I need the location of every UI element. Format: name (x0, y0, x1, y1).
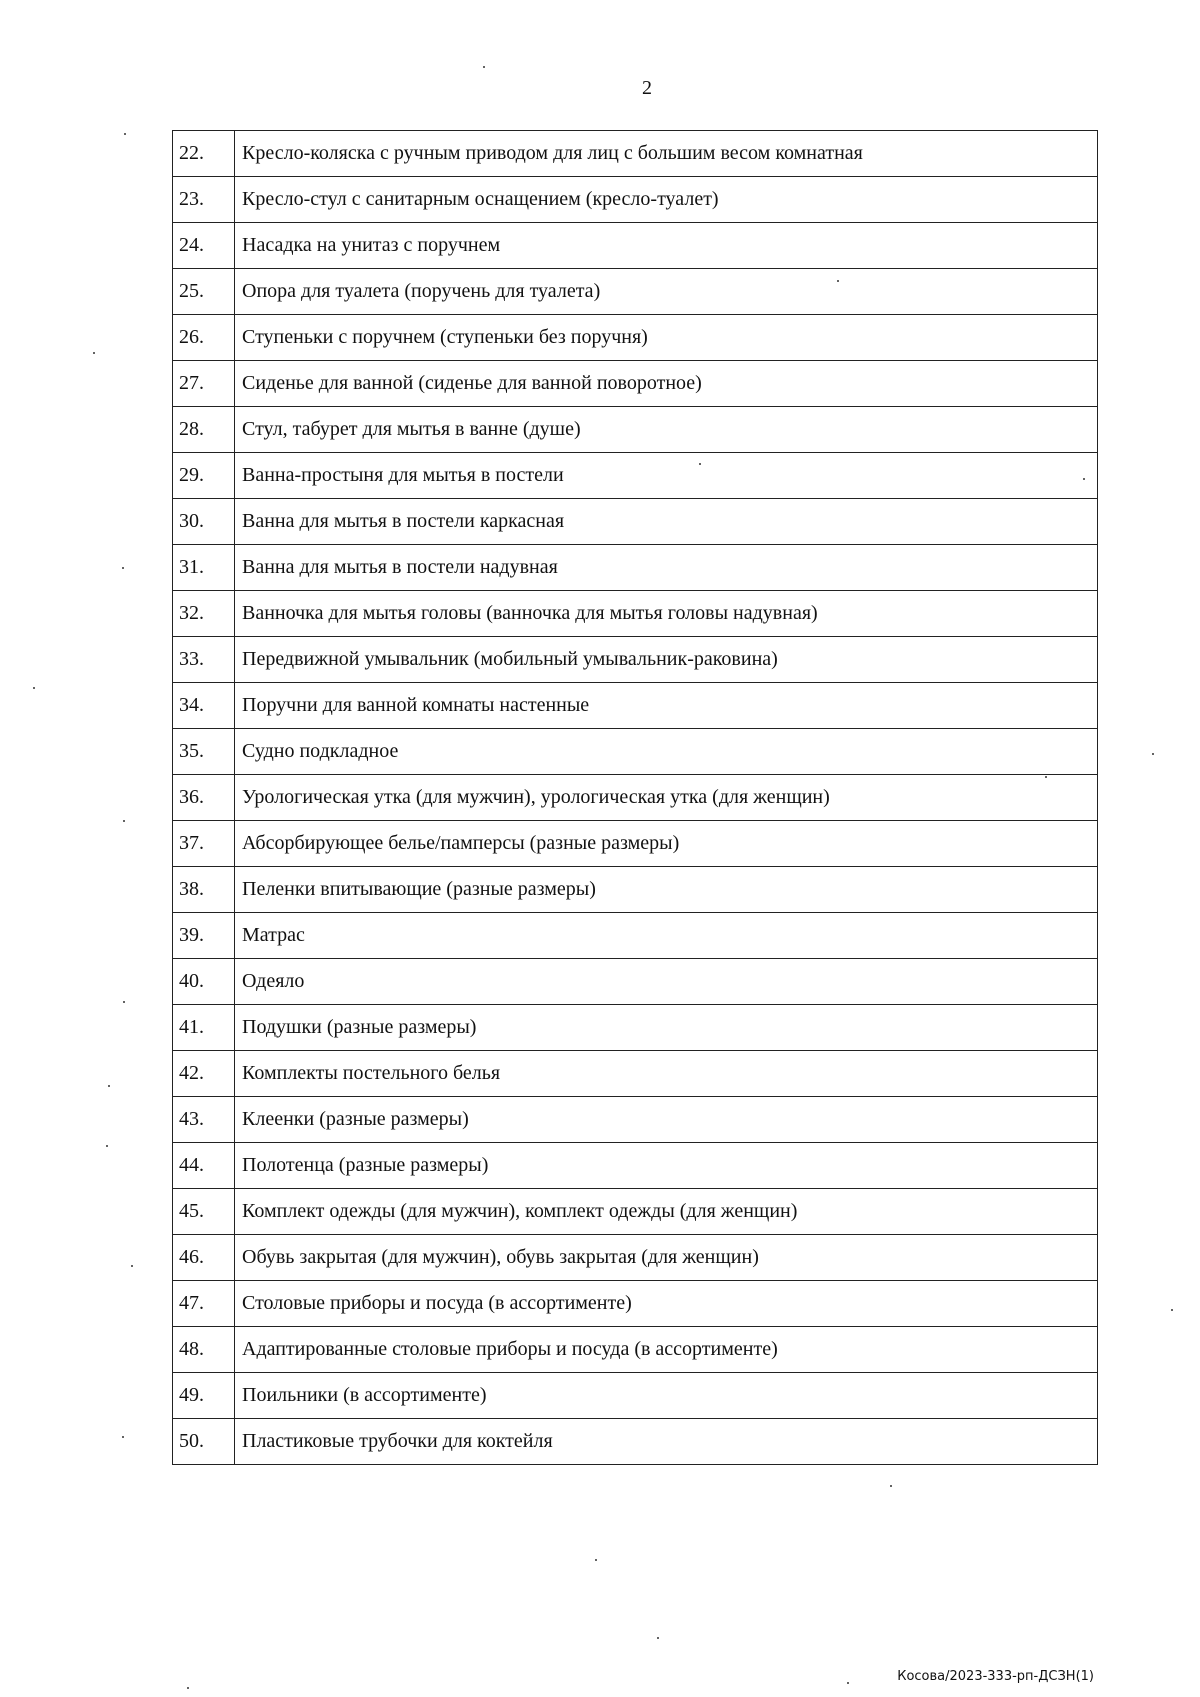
scan-speck (699, 463, 701, 465)
row-number: 26. (173, 315, 235, 361)
item-name: Ванна для мытья в постели надувная (235, 545, 1098, 591)
table-row (173, 591, 1098, 637)
row-number: 31. (173, 545, 235, 591)
table-row (173, 683, 1098, 729)
item-name: Ванночка для мытья головы (ванночка для мытья головы надувная) (235, 591, 1098, 637)
scan-speck (187, 1687, 189, 1689)
scan-speck (595, 1559, 597, 1561)
table-row (173, 729, 1098, 775)
item-name: Поручни для ванной комнаты настенные (235, 683, 1098, 729)
row-number: 28. (173, 407, 235, 453)
table-row (173, 821, 1098, 867)
scan-speck (890, 1485, 892, 1487)
table-row (173, 177, 1098, 223)
table-row (173, 1051, 1098, 1097)
row-number: 50. (173, 1419, 235, 1465)
item-name: Сиденье для ванной (сиденье для ванной поворотное) (235, 361, 1098, 407)
table-row (173, 223, 1098, 269)
scan-speck (483, 66, 485, 68)
table-row (173, 959, 1098, 1005)
row-number: 25. (173, 269, 235, 315)
item-name: Матрас (235, 913, 1098, 959)
item-name: Стул, табурет для мытья в ванне (душе) (235, 407, 1098, 453)
row-number: 22. (173, 131, 235, 177)
row-number: 41. (173, 1005, 235, 1051)
scan-speck (657, 1637, 659, 1639)
row-number: 43. (173, 1097, 235, 1143)
table-row (173, 913, 1098, 959)
row-number: 33. (173, 637, 235, 683)
table-row (173, 1373, 1098, 1419)
row-number: 45. (173, 1189, 235, 1235)
row-number: 30. (173, 499, 235, 545)
row-number: 44. (173, 1143, 235, 1189)
scan-speck (108, 1085, 110, 1087)
table-row (173, 545, 1098, 591)
item-name: Одеяло (235, 959, 1098, 1005)
table-row (173, 1419, 1098, 1465)
item-name: Судно подкладное (235, 729, 1098, 775)
scan-speck (1083, 478, 1085, 480)
row-number: 23. (173, 177, 235, 223)
row-number: 36. (173, 775, 235, 821)
row-number: 37. (173, 821, 235, 867)
scan-speck (124, 133, 126, 135)
table-row (173, 867, 1098, 913)
item-name: Поильники (в ассортименте) (235, 1373, 1098, 1419)
items-table-body (173, 131, 1098, 1465)
row-number: 38. (173, 867, 235, 913)
row-number: 29. (173, 453, 235, 499)
row-number: 34. (173, 683, 235, 729)
row-number: 32. (173, 591, 235, 637)
item-name: Кресло-стул с санитарным оснащением (кресло-туалет) (235, 177, 1098, 223)
table-row (173, 1143, 1098, 1189)
item-name: Насадка на унитаз с поручнем (235, 223, 1098, 269)
scan-speck (1171, 1309, 1173, 1311)
table-row (173, 407, 1098, 453)
table-row (173, 453, 1098, 499)
item-name: Пластиковые трубочки для коктейля (235, 1419, 1098, 1465)
item-name: Полотенца (разные размеры) (235, 1143, 1098, 1189)
items-table (172, 130, 1098, 1465)
scan-speck (847, 1682, 849, 1684)
table-row (173, 637, 1098, 683)
table-row (173, 269, 1098, 315)
table-row (173, 361, 1098, 407)
item-name: Обувь закрытая (для мужчин), обувь закрытая (для женщин) (235, 1235, 1098, 1281)
scan-speck (123, 1001, 125, 1003)
row-number: 49. (173, 1373, 235, 1419)
row-number: 39. (173, 913, 235, 959)
item-name: Пеленки впитывающие (разные размеры) (235, 867, 1098, 913)
scan-speck (131, 1265, 133, 1267)
item-name: Опора для туалета (поручень для туалета) (235, 269, 1098, 315)
scan-speck (1045, 776, 1047, 778)
item-name: Подушки (разные размеры) (235, 1005, 1098, 1051)
scan-speck (122, 567, 124, 569)
row-number: 48. (173, 1327, 235, 1373)
item-name: Кресло-коляска с ручным приводом для лиц с большим весом комнатная (235, 131, 1098, 177)
item-name: Ванна для мытья в постели каркасная (235, 499, 1098, 545)
table-row (173, 499, 1098, 545)
item-name: Адаптированные столовые приборы и посуда (в ассортименте) (235, 1327, 1098, 1373)
item-name: Ванна-простыня для мытья в постели (235, 453, 1098, 499)
table-row (173, 315, 1098, 361)
table-row (173, 775, 1098, 821)
item-name: Столовые приборы и посуда (в ассортименте) (235, 1281, 1098, 1327)
scan-speck (123, 820, 125, 822)
page-number: 2 (642, 77, 652, 99)
item-name: Комплект одежды (для мужчин), комплект одежды (для женщин) (235, 1189, 1098, 1235)
document-reference: Косова/2023-333-рп-ДСЗН(1) (897, 1669, 1094, 1684)
scan-speck (93, 352, 95, 354)
row-number: 46. (173, 1235, 235, 1281)
item-name: Передвижной умывальник (мобильный умывальник-раковина) (235, 637, 1098, 683)
scan-speck (33, 687, 35, 689)
scan-speck (837, 280, 839, 282)
row-number: 47. (173, 1281, 235, 1327)
scan-speck (122, 1436, 124, 1438)
table-row (173, 1281, 1098, 1327)
row-number: 27. (173, 361, 235, 407)
row-number: 24. (173, 223, 235, 269)
table-row (173, 1235, 1098, 1281)
table-row (173, 1189, 1098, 1235)
table-row (173, 1097, 1098, 1143)
scan-speck (1152, 753, 1154, 755)
row-number: 42. (173, 1051, 235, 1097)
item-name: Ступеньки с поручнем (ступеньки без поручня) (235, 315, 1098, 361)
row-number: 35. (173, 729, 235, 775)
item-name: Абсорбирующее белье/памперсы (разные размеры) (235, 821, 1098, 867)
table-row (173, 1005, 1098, 1051)
scan-speck (106, 1145, 108, 1147)
row-number: 40. (173, 959, 235, 1005)
table-row (173, 1327, 1098, 1373)
item-name: Урологическая утка (для мужчин), урологическая утка (для женщин) (235, 775, 1098, 821)
table-row (173, 131, 1098, 177)
item-name: Комплекты постельного белья (235, 1051, 1098, 1097)
item-name: Клеенки (разные размеры) (235, 1097, 1098, 1143)
